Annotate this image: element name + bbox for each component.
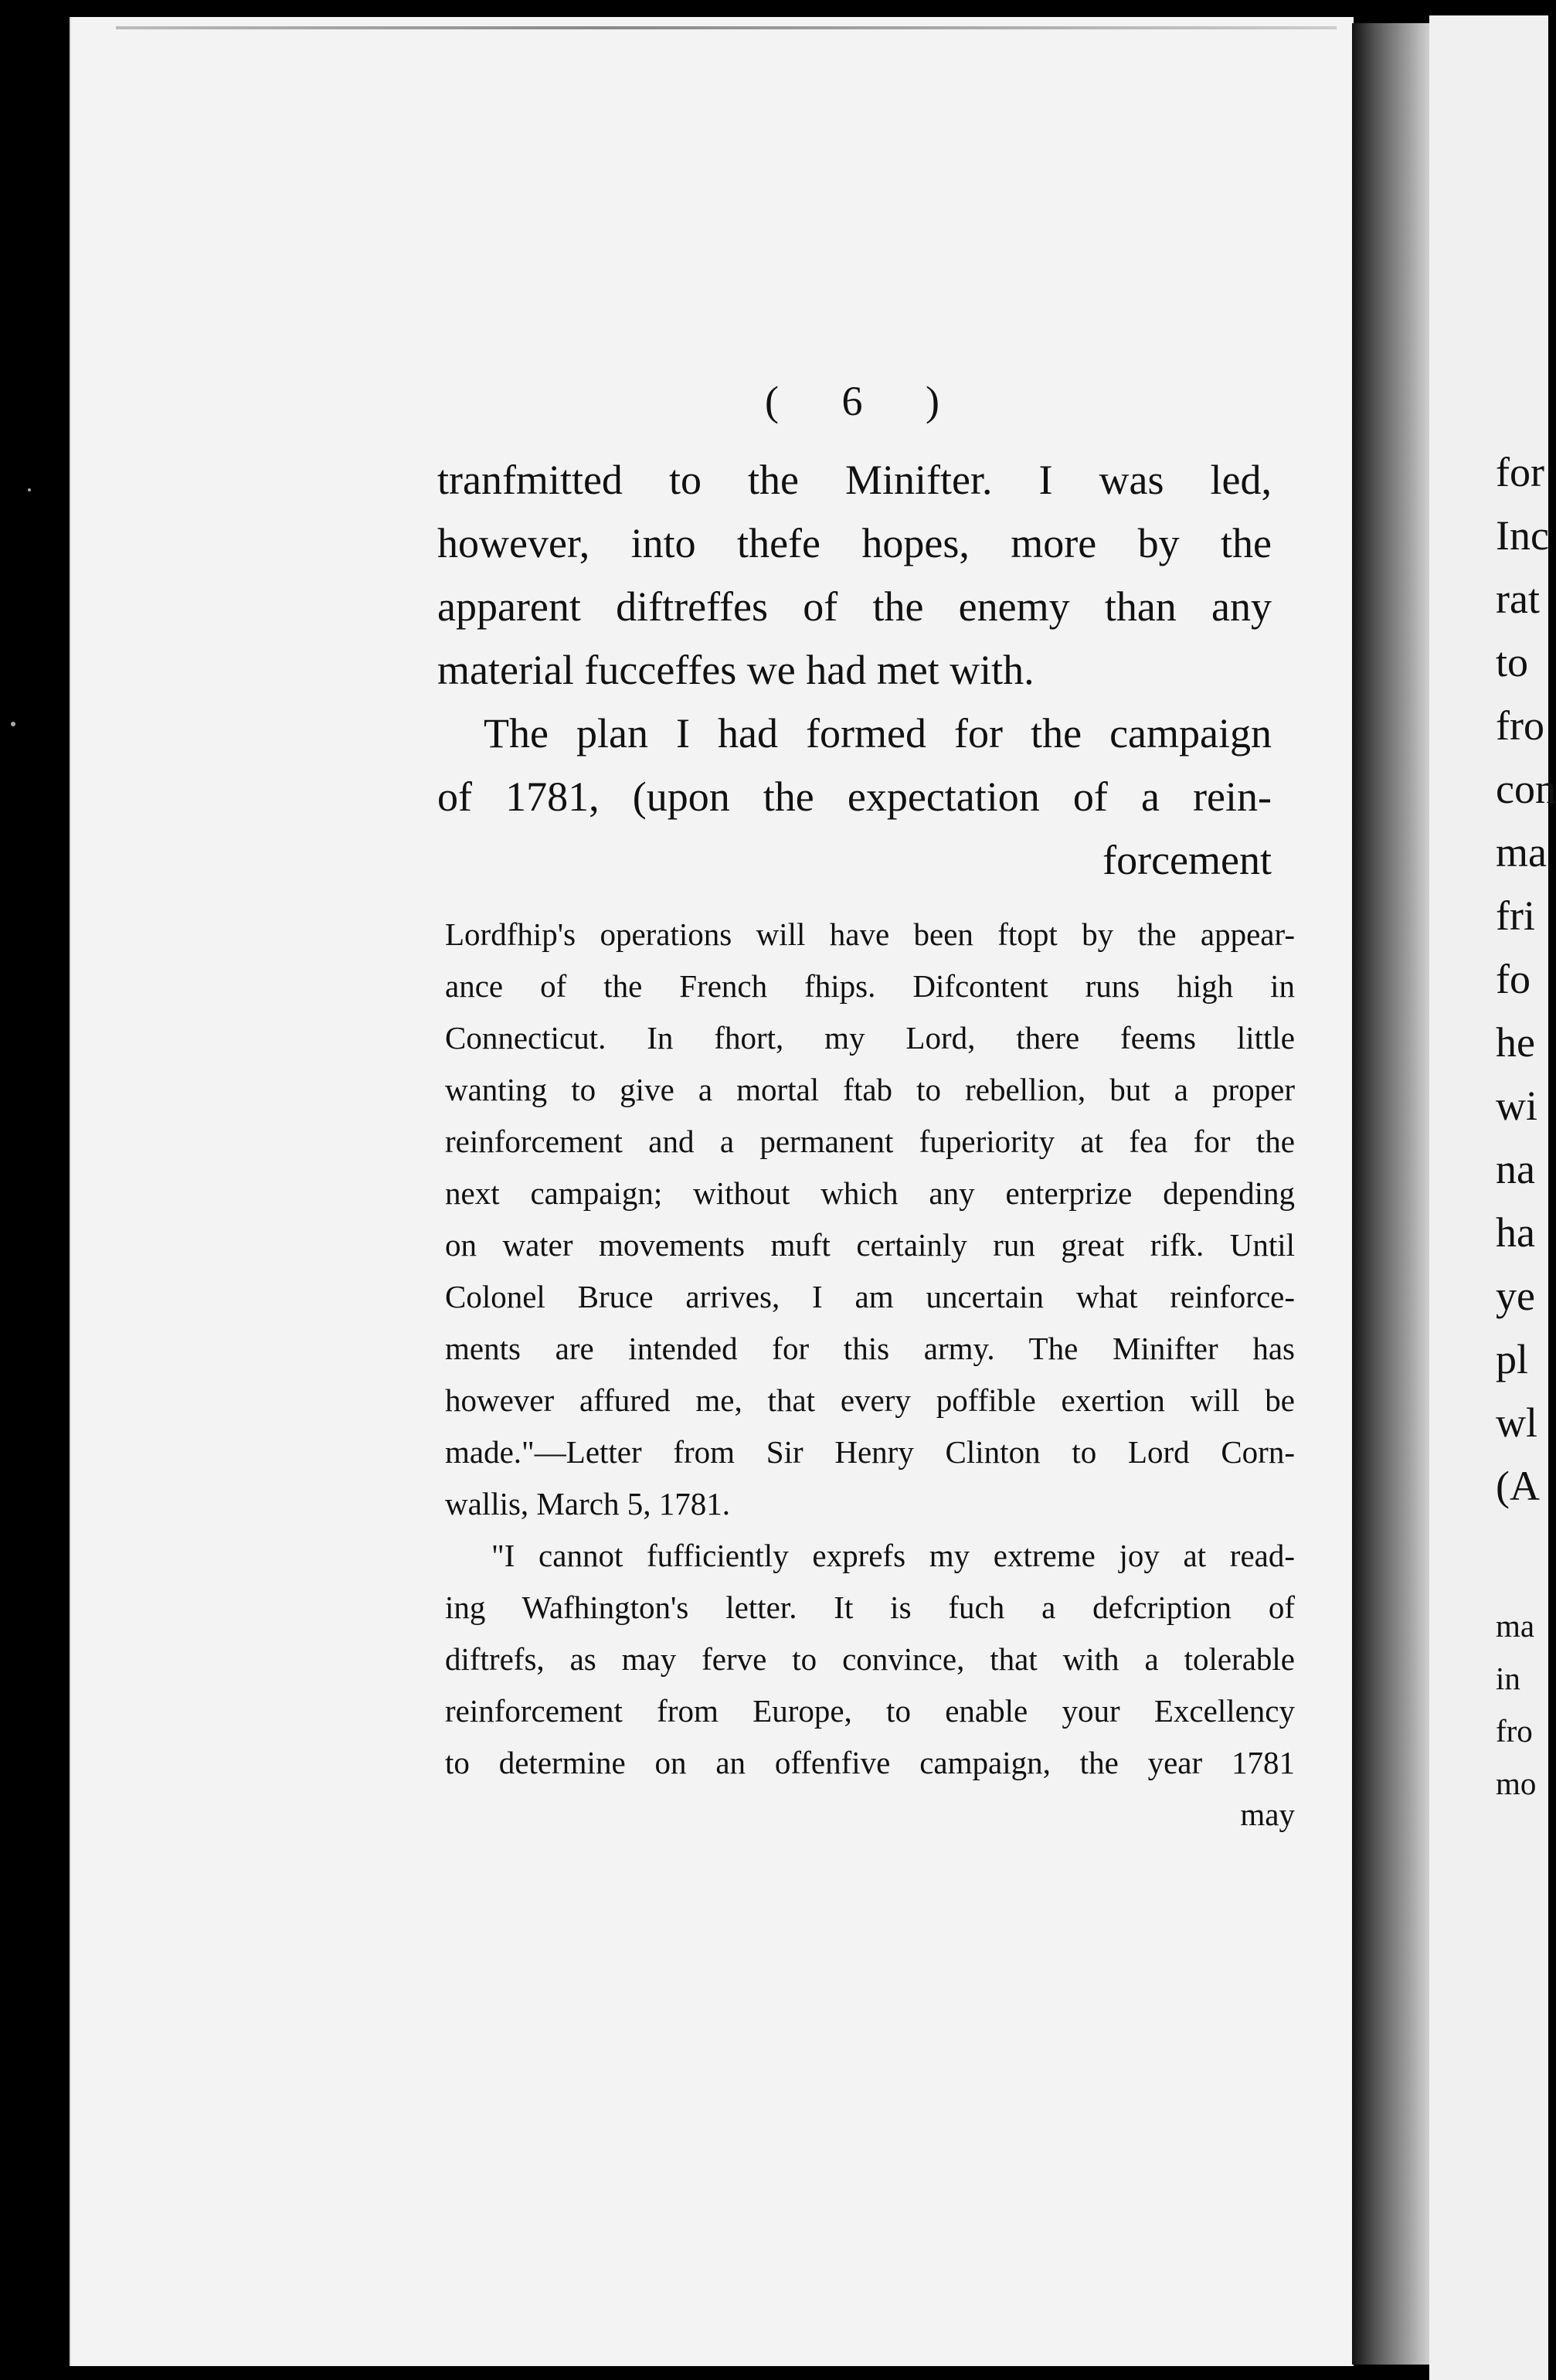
facing-fragment: mo	[1496, 1766, 1537, 1801]
facing-fragment: for	[1496, 449, 1544, 495]
main-text	[437, 448, 1272, 892]
facing-fragment: ha	[1496, 1209, 1535, 1256]
footnote-line: reinforcement and a permanent fuperiority at fea for the	[445, 1124, 1295, 1159]
footnote-line: wallis, March 5, 1781.	[445, 1486, 730, 1522]
dust-speck	[28, 488, 31, 491]
facing-fragment: wi	[1496, 1083, 1537, 1129]
facing-fragment: Inc	[1496, 512, 1549, 559]
dust-speck	[11, 722, 15, 726]
facing-fragment: fro	[1496, 1713, 1533, 1749]
main-line: The plan I had formed for the campaign	[484, 710, 1272, 756]
footnote-line: on water movements muft certainly run great rifk. Until	[445, 1227, 1295, 1263]
facing-fragment: fri	[1496, 892, 1535, 939]
facing-page	[1429, 15, 1556, 2380]
page-number-header: ( 6 )	[765, 378, 966, 424]
footnote-line: ing Wafhington's letter. It is fuch a defcription of	[445, 1590, 1295, 1625]
footnote-line: Colonel Bruce arrives, I am uncertain what reinforce-	[445, 1279, 1295, 1314]
footnote-line: to determine on an offenfive campaign, the year 1781	[445, 1745, 1295, 1780]
footnote-text	[445, 909, 1295, 1841]
footnote-line: Lordfhip's operations will have been ftopt by the appear-	[445, 916, 1295, 952]
footnote-line: next campaign; without which any enterprize depending	[445, 1175, 1295, 1211]
facing-fragment: con	[1496, 766, 1556, 812]
main-catchword: forcement	[1102, 837, 1272, 883]
footnote-line: diftrefs, as may ferve to convince, that with a tolerable	[445, 1641, 1295, 1677]
facing-fragment: he	[1496, 1019, 1535, 1066]
footnote-catchword: may	[1240, 1797, 1295, 1832]
footnote-line: ance of the French fhips. Difcontent runs high in	[445, 968, 1295, 1004]
main-line: however, into thefe hopes, more by the	[437, 520, 1272, 566]
facing-fragment: to	[1496, 639, 1529, 685]
facing-fragment: fro	[1496, 702, 1544, 749]
facing-fragment: (A	[1496, 1463, 1540, 1509]
facing-fragment: ye	[1496, 1273, 1535, 1319]
footnote-line: reinforcement from Europe, to enable your Excellency	[445, 1693, 1295, 1729]
footnote-line: Connecticut. In fhort, my Lord, there feems little	[445, 1020, 1295, 1056]
main-line: tranfmitted to the Minifter. I was led,	[437, 457, 1272, 503]
footnote-line: however affured me, that every poffible exertion will be	[445, 1382, 1295, 1418]
facing-fragment: ma	[1496, 829, 1547, 876]
book-gutter	[1352, 23, 1429, 2365]
main-line: of 1781, (upon the expectation of a rein-	[437, 774, 1272, 820]
footnote-line: "I cannot fufficiently exprefs my extreme joy at read-	[491, 1538, 1295, 1573]
footnote-line: wanting to give a mortal ftab to rebellion, but a proper	[445, 1072, 1295, 1107]
facing-fragment: rat	[1496, 576, 1540, 622]
facing-fragment: ma	[1496, 1608, 1535, 1644]
facing-fragment: pl	[1496, 1336, 1529, 1382]
main-line: material fucceffes we had met with.	[437, 647, 1035, 693]
facing-fragment: wl	[1496, 1399, 1537, 1446]
main-line: apparent diftreffes of the enemy than any	[437, 583, 1272, 630]
facing-fragment: na	[1496, 1146, 1535, 1192]
facing-fragment: in	[1496, 1661, 1520, 1696]
footnote-line: ments are intended for this army. The Minifter has	[445, 1331, 1295, 1366]
page-top-edge	[116, 26, 1337, 29]
footnote-line: made."—Letter from Sir Henry Clinton to Lord Corn-	[445, 1434, 1295, 1470]
facing-fragment: fo	[1496, 956, 1531, 1002]
